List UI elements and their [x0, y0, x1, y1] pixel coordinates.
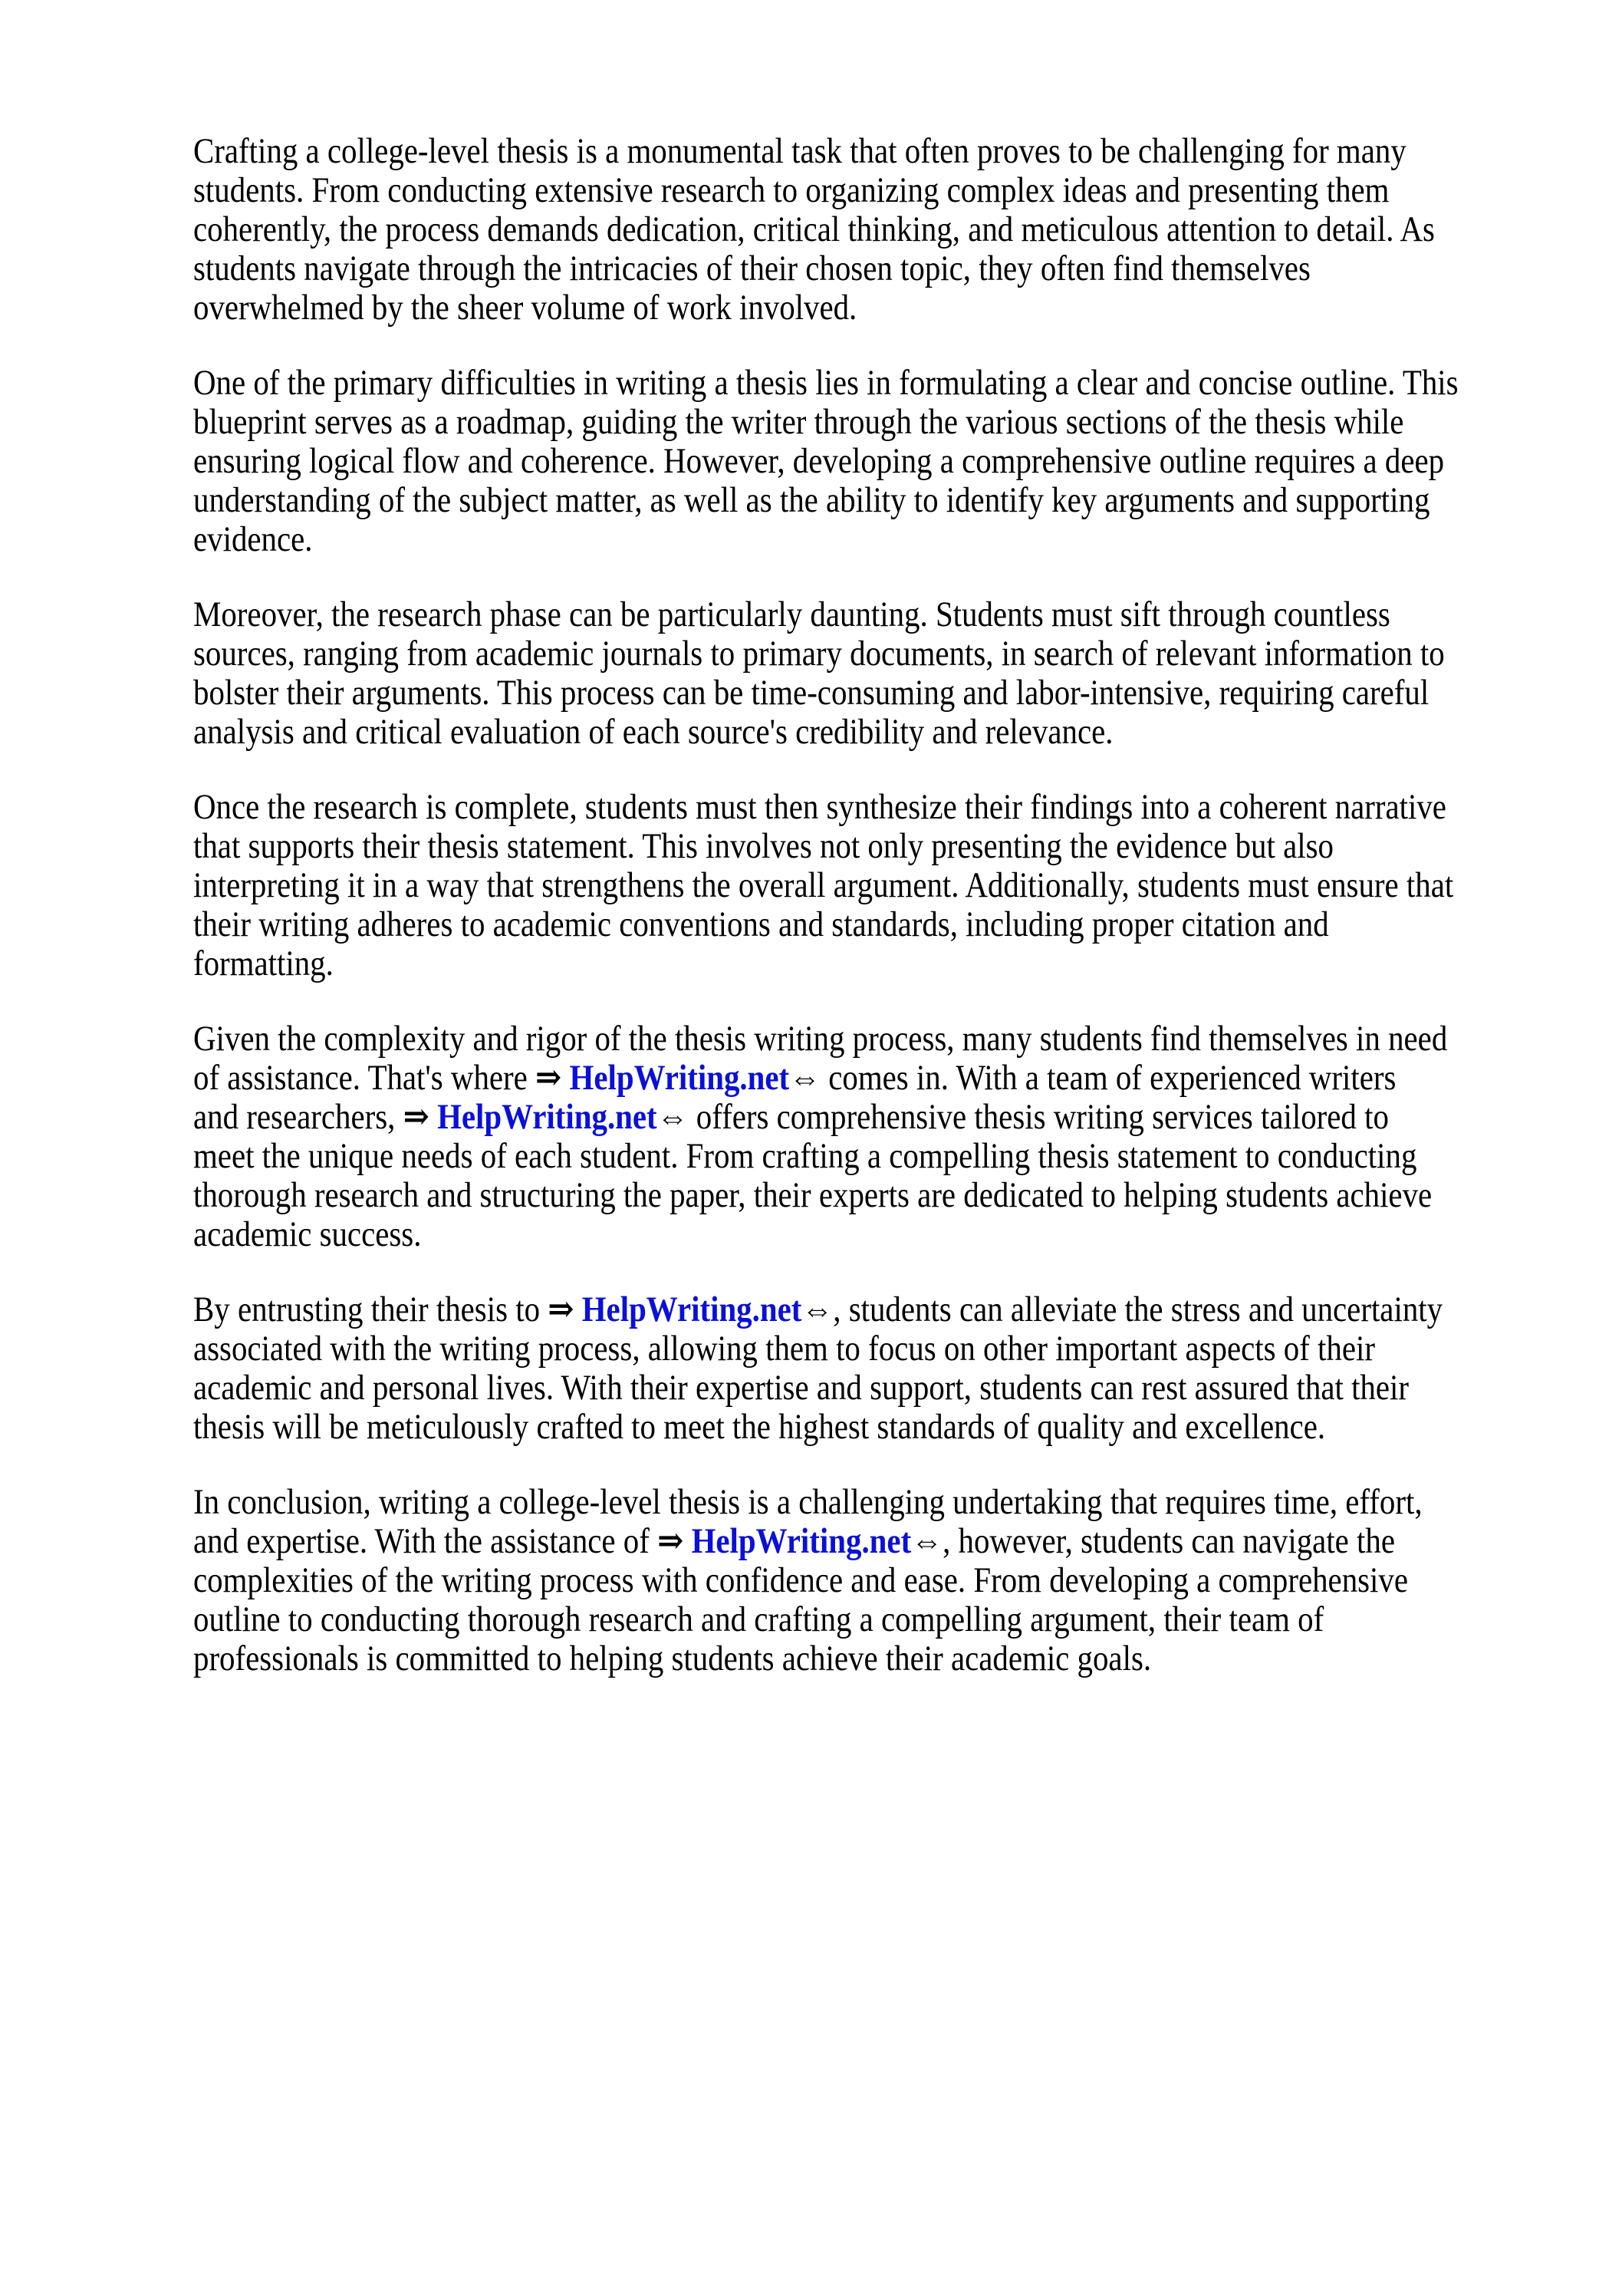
- paragraph: [193, 1020, 1555, 1254]
- arrow-right-icon: ⇒: [548, 1290, 574, 1329]
- helpwriting-link[interactable]: HelpWriting.net: [437, 1097, 657, 1137]
- text-line: students navigate through the intricacies of their chosen topic, they often find themselves: [193, 249, 1311, 288]
- text-line: academic and personal lives. With their expertise and support, students can rest assured that their: [193, 1368, 1410, 1408]
- text-line: evidence.: [193, 519, 313, 559]
- text-line: professionals is committed to helping students achieve their academic goals.: [193, 1639, 1152, 1678]
- text-line: complexities of the writing process with confidence and ease. From developing a comprehensive: [193, 1560, 1409, 1600]
- text-segment: comes in. With a team of experienced writers: [821, 1058, 1397, 1098]
- text-line: In conclusion, writing a college-level thesis is a challenging undertaking that requires time, effort,: [193, 1482, 1423, 1522]
- document-body: [193, 132, 1555, 1715]
- arrow-right-icon: ⇒: [403, 1097, 429, 1137]
- text-segment: of assistance. That's where: [193, 1058, 536, 1098]
- text-segment: , however, students can navigate the: [943, 1521, 1396, 1561]
- text-line: thesis will be meticulously crafted to meet the highest standards of quality and excellence.: [193, 1407, 1326, 1447]
- text-line: Moreover, the research phase can be particularly daunting. Students must sift through countless: [193, 595, 1390, 634]
- text-line: interpreting it in a way that strengthens the overall argument. Additionally, students must ensure that: [193, 865, 1454, 905]
- text-line: overwhelmed by the sheer volume of work involved.: [193, 288, 857, 328]
- arrow-both-icon: ⇔: [656, 1097, 689, 1137]
- text-line: thorough research and structuring the paper, their experts are dedicated to helping students achieve: [193, 1175, 1433, 1215]
- text-line: outline to conducting thorough research and crafting a compelling argument, their team of: [193, 1599, 1324, 1639]
- text-line: [193, 1098, 1555, 1137]
- paragraph: [193, 364, 1555, 559]
- paragraph: [193, 132, 1555, 328]
- paragraph: [193, 788, 1555, 983]
- text-line: [193, 1059, 1555, 1098]
- arrow-right-icon: ⇒: [535, 1058, 562, 1098]
- text-line: [193, 1522, 1555, 1561]
- helpwriting-link[interactable]: HelpWriting.net: [569, 1058, 790, 1098]
- paragraph: [193, 1290, 1555, 1447]
- text-line: One of the primary difficulties in writing a thesis lies in formulating a clear and concise outline. This: [193, 363, 1459, 403]
- text-line: Once the research is complete, students must then synthesize their findings into a coherent narrative: [193, 787, 1446, 827]
- text-line: ensuring logical flow and coherence. However, developing a comprehensive outline requires a deep: [193, 441, 1445, 481]
- text-line: [193, 1290, 1555, 1329]
- text-segment: , students can alleviate the stress and uncertainty: [833, 1290, 1443, 1329]
- text-line: blueprint serves as a roadmap, guiding the writer through the various sections of the thesis while: [193, 402, 1404, 442]
- text-segment: and expertise. With the assistance of: [193, 1521, 658, 1561]
- arrow-right-icon: ⇒: [657, 1521, 684, 1561]
- text-line: coherently, the process demands dedication, critical thinking, and meticulous attention to detail. As: [193, 209, 1435, 249]
- text-segment: By entrusting their thesis to: [193, 1290, 548, 1329]
- helpwriting-link[interactable]: HelpWriting.net: [691, 1521, 912, 1561]
- text-line: academic success.: [193, 1214, 422, 1254]
- text-line: meet the unique needs of each student. From crafting a compelling thesis statement to conducting: [193, 1136, 1417, 1176]
- text-line: that supports their thesis statement. This involves not only presenting the evidence but also: [193, 826, 1334, 866]
- text-line: formatting.: [193, 944, 334, 983]
- text-segment: and researchers,: [193, 1097, 403, 1137]
- text-line: Given the complexity and rigor of the thesis writing process, many students find themselves in need: [193, 1019, 1448, 1059]
- text-segment: offers comprehensive thesis writing services tailored to: [688, 1097, 1389, 1137]
- arrow-both-icon: ⇔: [911, 1521, 943, 1561]
- text-line: Crafting a college-level thesis is a monumental task that often proves to be challenging for many: [193, 131, 1407, 171]
- text-line: their writing adheres to academic conventions and standards, including proper citation and: [193, 904, 1329, 944]
- text-line: associated with the writing process, allowing them to focus on other important aspects of their: [193, 1329, 1375, 1369]
- arrow-both-icon: ⇔: [801, 1290, 834, 1329]
- text-line: sources, ranging from academic journals to primary documents, in search of relevant information to: [193, 634, 1445, 674]
- paragraph: [193, 1483, 1555, 1678]
- paragraph: [193, 595, 1555, 752]
- text-line: analysis and critical evaluation of each source's credibility and relevance.: [193, 712, 1114, 752]
- text-line: understanding of the subject matter, as well as the ability to identify key arguments and supporting: [193, 480, 1430, 520]
- text-line: bolster their arguments. This process can be time-consuming and labor-intensive, requiring careful: [193, 673, 1430, 713]
- text-line: students. From conducting extensive research to organizing complex ideas and presenting them: [193, 170, 1390, 210]
- helpwriting-link[interactable]: HelpWriting.net: [581, 1290, 802, 1329]
- arrow-both-icon: ⇔: [789, 1058, 821, 1098]
